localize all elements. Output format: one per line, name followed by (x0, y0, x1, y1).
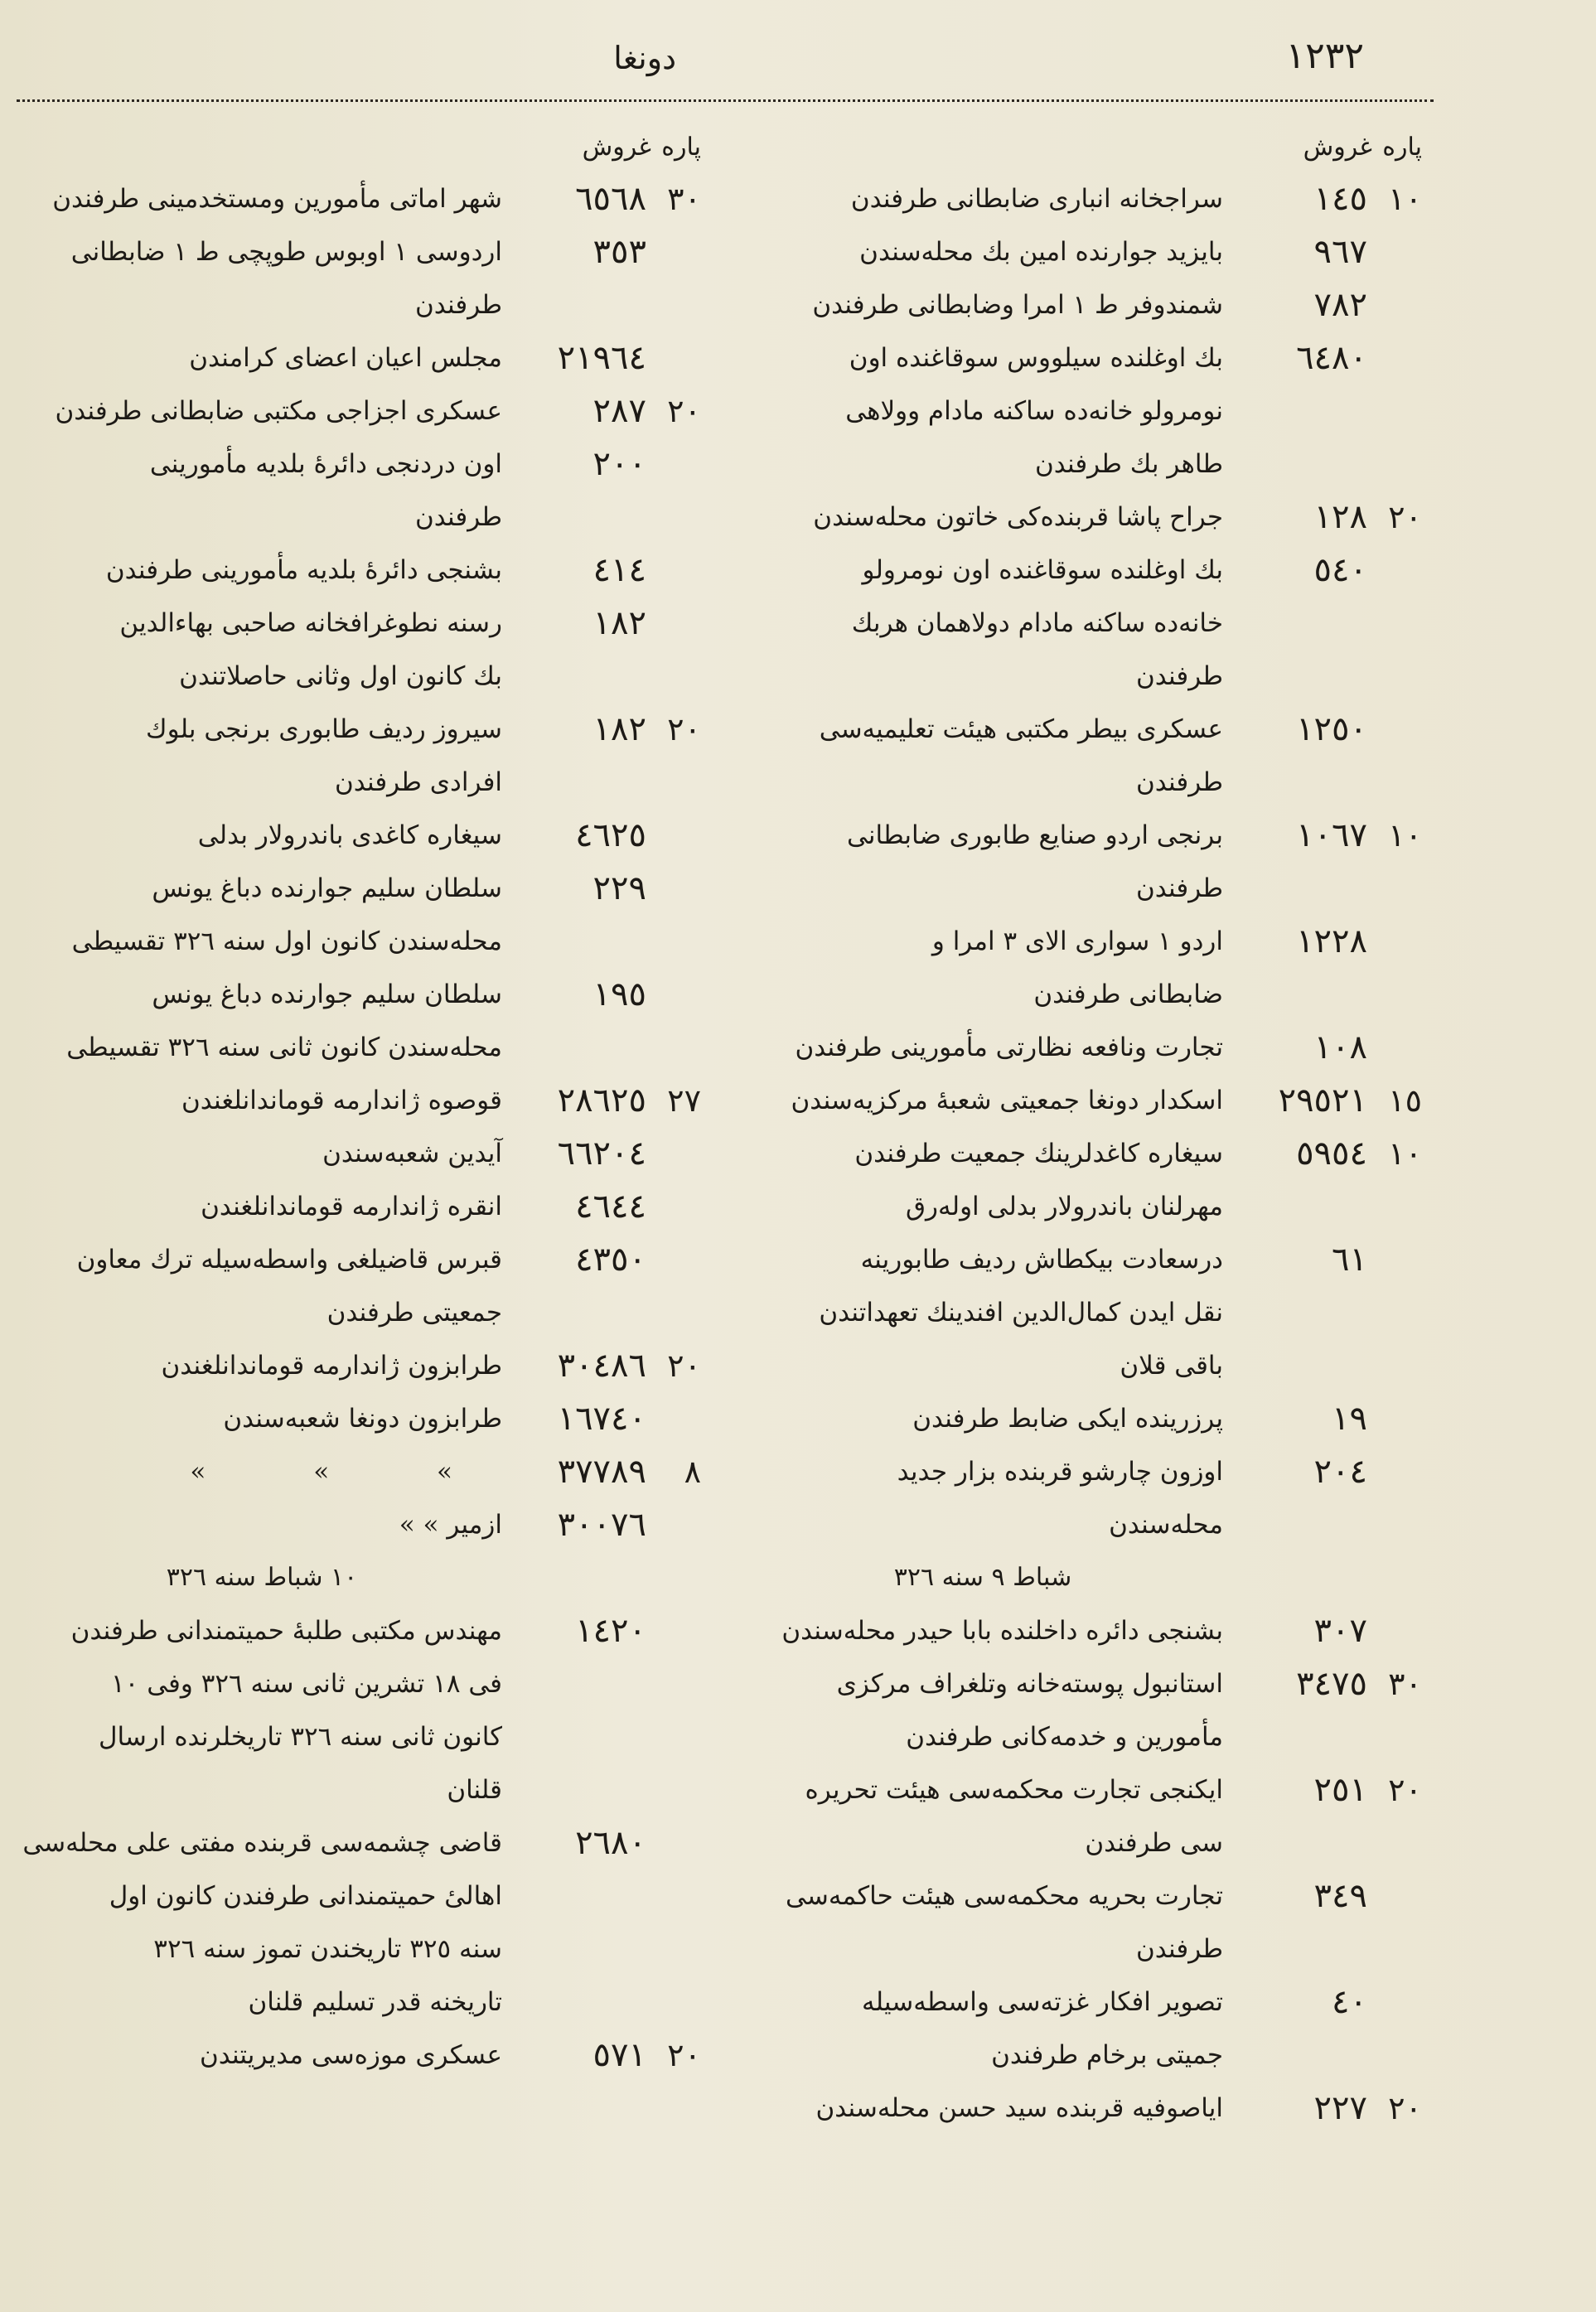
kurus-value: ٣٠٧ (1313, 1612, 1367, 1650)
ledger-entry (0, 1392, 701, 1445)
kurus-value: ٩٦٧ (1313, 233, 1367, 271)
ledger-entry (709, 331, 1422, 491)
kurus-value: ٥٤٠ (1313, 551, 1367, 589)
ledger-entry (0, 1604, 701, 1816)
entry-description: طرابزون دونغا شعبه‌سندن (223, 1404, 502, 1434)
entry-description: جراح پاشا قربنده‌کی خاتون محله‌سندن (813, 502, 1223, 532)
ledger-entry (0, 968, 701, 1074)
ledger-entry (709, 2082, 1422, 2135)
ledger-entry (709, 544, 1422, 703)
kurus-value: ١٠٦٧ (1296, 816, 1367, 854)
entry-description: اوزون چارشو قربنده بزار جدید محله‌سندن (897, 1457, 1223, 1540)
entry-description: تصویر افکار غزته‌سی واسطه‌سیله جمیتی برخام طرفندن (862, 1987, 1223, 2070)
ledger-entry (0, 1180, 701, 1233)
kurus-value: ١٤٢٠ (575, 1612, 646, 1650)
ledger-entry (709, 172, 1422, 225)
kurus-value: ٣٥٣ (592, 233, 646, 271)
entry-description: اردو ١ سواری الای ٣ امرا و ضابطانی طرفندن (931, 926, 1223, 1009)
entry-description: برنجی اردو صنایع طابوری ضابطانی طرفندن (847, 820, 1223, 903)
kurus-value: ١٤٥ (1313, 180, 1367, 218)
kurus-value: ٥٩٥٤ (1296, 1134, 1367, 1173)
ledger-entry (709, 225, 1422, 278)
ledger-entry (709, 1604, 1422, 1657)
kurus-value: ٢٥١ (1313, 1771, 1367, 1809)
kurus-value: ٢٨٦٢٥ (557, 1081, 646, 1120)
kurus-value: ٤٠ (1332, 1983, 1367, 2021)
entry-description: انقره ژاندارمه قوماندانلغندن (201, 1192, 502, 1221)
entry-description: مهندس مکتبی طلبهٔ حمیتمندانی طرفندن فی ١٨ تشرین ثانی سنه ٣٢٦ وفی ١٠ کانون ثانی سنه ٣٢٦ تاریخلرنده ارسال قلنان (70, 1616, 502, 1805)
kurus-value: ٢٠٤ (1313, 1453, 1367, 1491)
ledger-entry (0, 172, 701, 225)
para-value: ٢٠ (1388, 2090, 1422, 2126)
kurus-value: ١٨٢ (592, 604, 646, 642)
para-value: ٨ (684, 1453, 701, 1490)
ledger-entry (709, 1869, 1422, 1976)
ledger-entry (0, 809, 701, 862)
kurus-value: ٦١ (1332, 1241, 1367, 1279)
kurus-value: ٢٨٧ (592, 392, 646, 430)
kurus-value: ٦٥٦٨ (575, 180, 646, 218)
entry-description: بك اوغلنده سوقاغنده اون نومرولو خانه‌ده ساکنه مادام دولاهمان هربك طرفندن (851, 555, 1223, 691)
ledger-entry (709, 809, 1422, 915)
kurus-value: ١٢٢٨ (1296, 922, 1367, 960)
kurus-value: ٤٣٥٠ (575, 1241, 646, 1279)
entry-description: بك اوغلنده سیلووس سوقاغنده اون نومرولو خانه‌ده ساکنه مادام وولاهی طاهر بك طرفندن (845, 343, 1223, 479)
ledger-entry (709, 1976, 1422, 2082)
kurus-value: ٢٩٥٢١ (1278, 1081, 1367, 1120)
ledger-entry (0, 331, 701, 385)
entry-description: رسنه نطوغرافخانه صاحبی بهاءالدین بك کانون اول وثانی حاصلاتندن (119, 608, 502, 691)
entry-description: استانبول پوسته‌خانه وتلغراف مرکزی مأمورین و خدمه‌کانی طرفندن (836, 1669, 1223, 1752)
entry-description: عسکری موزه‌سی مدیریتندن (200, 2040, 502, 2070)
entry-description: اسکدار دونغا جمعیتی شعبهٔ مرکزیه‌سندن (791, 1086, 1223, 1115)
para-heading: پاره (1382, 133, 1422, 162)
ledger-entry (709, 1392, 1422, 1445)
para-heading: پاره (661, 133, 701, 162)
dotted-rule (17, 99, 1434, 102)
entry-description: شهر اماتی مأمورین ومستخدمینی طرفندن (52, 184, 502, 214)
entry-description: بشنجی دائرهٔ بلدیه مأمورینی طرفندن (105, 555, 502, 585)
para-value: ١٥ (1388, 1082, 1422, 1119)
kurus-value: ٣٠٤٨٦ (557, 1347, 646, 1385)
ledger-entry (709, 703, 1422, 809)
entry-description: سیغاره کاغدی باندرولار بدلی (197, 820, 502, 850)
entry-description: سیروز ردیف طابوری برنجی بلوك افرادی طرفندن (146, 714, 502, 797)
ledger-entry (709, 1657, 1422, 1763)
kurus-value: ٦٤٨٠ (1296, 339, 1367, 377)
ledger-entry (709, 1021, 1422, 1074)
entry-description: بایزید جوارنده امین بك محله‌سندن (859, 237, 1223, 267)
ledger-entry (0, 1445, 701, 1498)
kurus-value: ٦٦٢٠٤ (557, 1134, 646, 1173)
entry-description: درسعادت بیکطاش ردیف طابورینه نقل ایدن کمال‌الدین افندینك تعهداتندن باقی قلان (819, 1245, 1223, 1381)
kurus-heading: غروش (1303, 133, 1372, 162)
kurus-value: ١٩٥ (592, 975, 646, 1013)
entry-description: طرابزون ژاندارمه قوماندانلغندن (161, 1351, 502, 1381)
para-value: ٢٧ (667, 1082, 701, 1119)
left-entries (0, 172, 701, 2082)
kurus-value: ٣٧٧٨٩ (557, 1453, 646, 1491)
ledger-entry (709, 491, 1422, 544)
ledger-entry (0, 1233, 701, 1339)
entry-description: سلطان سلیم جوارنده دباغ یونس محله‌سندن کانون اول سنه ٣٢٦ تقسیطی (71, 873, 502, 956)
ledger-entry (709, 1127, 1422, 1233)
entry-description: اون دردنجی دائرهٔ بلدیه مأمورینی طرفندن (149, 449, 502, 532)
kurus-value: ٧٨٢ (1313, 286, 1367, 324)
ledger-entry (0, 862, 701, 968)
ledger-entry (0, 2029, 701, 2082)
para-value: ٣٠ (667, 181, 701, 217)
para-value: ٢٠ (667, 1347, 701, 1384)
ledger-entry (0, 385, 701, 438)
entry-description: شمندوفر ط ١ امرا وضابطانی طرفندن (812, 290, 1223, 320)
kurus-value: ١٢٨ (1313, 498, 1367, 536)
ledger-entry (0, 1498, 701, 1551)
entry-description: سراجخانه انباری ضابطانی طرفندن (850, 184, 1223, 214)
entry-description: عسکری اجزاجی مکتبی ضابطانی طرفندن (55, 396, 502, 426)
kurus-value: ٢٢٧ (1313, 2089, 1367, 2127)
kurus-value: ٣٤٩ (1313, 1877, 1367, 1915)
kurus-value: ٤٦٢٥ (575, 816, 646, 854)
page-number: ١٢٣٢ (1285, 35, 1364, 77)
ledger-entry (0, 544, 701, 597)
kurus-heading: غروش (582, 133, 651, 162)
right-column (709, 124, 1422, 2135)
kurus-value: ٢٢٩ (592, 869, 646, 907)
kurus-value: ١٦٧٤٠ (557, 1400, 646, 1438)
ledger-entry (709, 278, 1422, 331)
kurus-value: ١٩ (1332, 1400, 1367, 1438)
ledger-entry (0, 438, 701, 544)
entry-description: مجلس اعیان اعضای کرامندن (189, 343, 502, 373)
ledger-entry (0, 1074, 701, 1127)
entry-description: » » » (190, 1457, 502, 1487)
ledger-entry (709, 1763, 1422, 1869)
entry-description: تجارت بحریه محکمه‌سی هیئت حاکمه‌سی طرفندن (786, 1881, 1223, 1964)
entry-description: تجارت ونافعه نظارتی مأمورینی طرفندن (795, 1033, 1223, 1062)
ledger-entry (0, 1127, 701, 1180)
entry-description: قوصوه ژاندارمه قوماندانلغندن (181, 1086, 502, 1115)
entry-description: قبرس قاضیلغی واسطه‌سیله ترك معاون جمعیتی طرفندن (76, 1245, 502, 1328)
left-column (0, 124, 701, 2082)
page-header (0, 35, 1596, 93)
ledger-entry (0, 597, 701, 703)
para-value: ٣٠ (1388, 1666, 1422, 1702)
para-value: ١٠ (1388, 181, 1422, 217)
entry-description: قاضی چشمه‌سی قربنده مفتی علی محله‌سی اهالیٔ حمیتمندانی طرفندن کانون اول سنه ٣٢٥ تاریخندن تموز سنه ٣٢٦ تاریخنه قدر تسلیم قلنان (22, 1828, 502, 2017)
entry-description: ازمیر » » (399, 1510, 502, 1540)
ledger-entry (0, 703, 701, 809)
left-column-head (0, 124, 701, 172)
para-value: ٢٠ (667, 393, 701, 429)
ledger-entry (0, 225, 701, 331)
entry-description: سیغاره کاغدلرینك جمعیت طرفندن مهرلنان باندرولار بدلی اوله‌رق (854, 1139, 1223, 1221)
ledger-entry (709, 1074, 1422, 1127)
para-value: ٢٠ (1388, 1772, 1422, 1808)
kurus-value: ٢٦٨٠ (575, 1824, 646, 1862)
kurus-value: ٢٠٠ (592, 445, 646, 483)
ledger-entry (0, 1339, 701, 1392)
entry-description: عسکری بیطر مکتبی هیئت تعلیمیه‌سی طرفندن (819, 714, 1223, 797)
para-value: ١٠ (1388, 1135, 1422, 1172)
kurus-value: ١٢٥٠ (1296, 710, 1367, 748)
kurus-value: ٢١٩٦٤ (557, 339, 646, 377)
date-line: ١٠ شباط سنه ٣٢٦ (166, 1563, 358, 1592)
para-value: ٢٠ (1388, 499, 1422, 535)
ledger-entry (0, 1816, 701, 2029)
kurus-value: ٤١٤ (592, 551, 646, 589)
kurus-value: ٥٧١ (592, 2036, 646, 2074)
para-value: ٢٠ (667, 2037, 701, 2073)
ledger-entry (709, 1445, 1422, 1551)
ledger-entry (709, 915, 1422, 1021)
running-title: دونغا (613, 40, 676, 76)
kurus-value: ٣٠٠٧٦ (557, 1506, 646, 1544)
ledger-entry (709, 1233, 1422, 1392)
kurus-value: ١٨٢ (592, 710, 646, 748)
kurus-value: ٣٤٧٥ (1296, 1665, 1367, 1703)
right-column-head (709, 124, 1422, 172)
entry-description: اردوسی ١ اوبوس طوپچی ط ١ ضابطانی طرفندن (70, 237, 502, 320)
para-value: ٢٠ (667, 711, 701, 747)
entry-description: سلطان سلیم جوارنده دباغ یونس محله‌سندن کانون ثانی سنه ٣٢٦ تقسیطی (66, 979, 502, 1062)
entry-description: پرزرینده ایکی ضابط طرفندن (912, 1404, 1223, 1434)
kurus-value: ٤٦٤٤ (575, 1187, 646, 1226)
entry-description: آیدین شعبه‌سندن (322, 1139, 502, 1168)
entry-description: ایکنجی تجارت محکمه‌سی هیئت تحریره‌ سی طرفندن (805, 1775, 1223, 1858)
kurus-value: ١٠٨ (1313, 1028, 1367, 1067)
date-line: شباط ٩ سنه ٣٢٦ (893, 1563, 1072, 1592)
para-value: ١٠ (1388, 817, 1422, 854)
entry-description: ایاصوفیه قربنده سید حسن محله‌سندن (815, 2093, 1223, 2123)
right-entries (709, 172, 1422, 2135)
entry-description: بشنجی دائره داخلنده بابا حیدر محله‌سندن (781, 1616, 1223, 1646)
